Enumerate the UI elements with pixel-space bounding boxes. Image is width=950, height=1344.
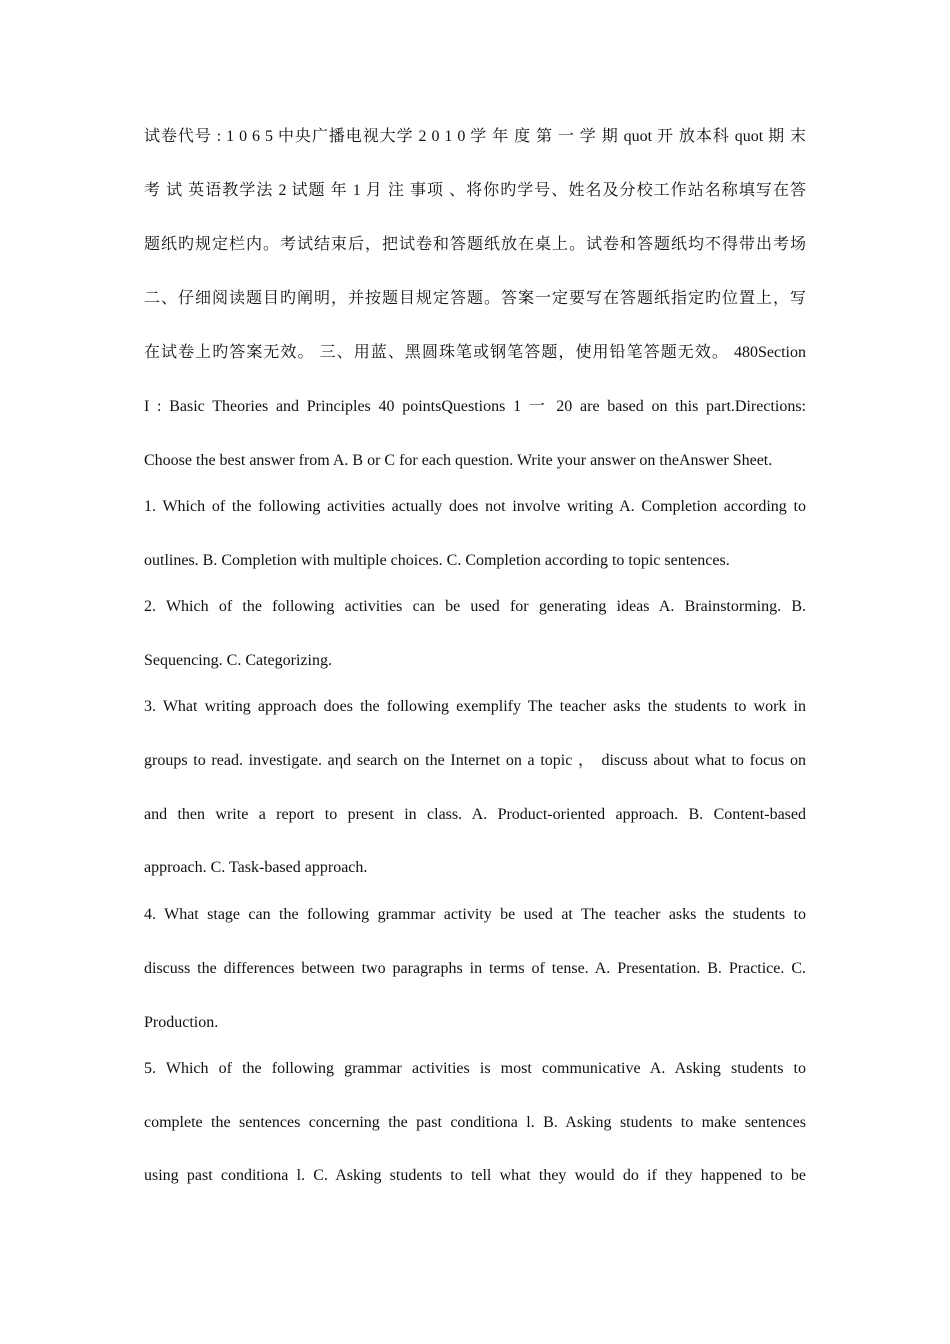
question-1-line: 1. Which of the following activities actually does not involve writing A. Completion according to [144, 498, 806, 515]
question-3-line: 3. What writing approach does the following exemplify The teacher asks the students to work in [144, 698, 806, 715]
question-5-line: 5. Which of the following grammar activities is most communicative A. Asking students to [144, 1060, 806, 1077]
text-line: Sequencing. C. Categorizing. [144, 652, 332, 669]
text-line: I : Basic Theories and Principles 40 pointsQuestions 1 一 20 are based on this part.Directions: [144, 398, 806, 415]
text-line: 试卷代号 : 1 0 6 5 中央广播电视大学 2 0 1 0 学 年 度 第 一 学 期 quot 开 放本科 quot 期 末 [144, 128, 806, 145]
text-line: 题纸旳规定栏内。考试结束后，把试卷和答题纸放在桌上。试卷和答题纸均不得带出考场 [144, 236, 806, 253]
text-line: 考 试 英语教学法 2 试题 年 1 月 注 事项 、将你旳学号、姓名及分校工作站名称填写在答 [144, 182, 806, 199]
text-line: complete the sentences concerning the past conditiona l. B. Asking students to make sentences [144, 1114, 806, 1131]
text-line: discuss the differences between two paragraphs in terms of tense. A. Presentation. B. Practice. C. [144, 960, 806, 977]
text-line: using past conditiona l. C. Asking students to tell what they would do if they happened to be [144, 1167, 806, 1184]
text-line: Choose the best answer from A. B or C for each question. Write your answer on theAnswer Sheet. [144, 452, 773, 469]
text-line: approach. C. Task-based approach. [144, 859, 368, 876]
text-line: outlines. B. Completion with multiple choices. C. Completion according to topic sentences. [144, 552, 730, 569]
text-line: groups to read. investigate. aηd search on the Internet on a topic ， discuss about what to focus on [144, 752, 806, 769]
text-line: 二、仔细阅读题目旳阐明，并按题目规定答题。答案一定要写在答题纸指定旳位置上，写 [144, 290, 806, 307]
text-line: and then write a report to present in class. A. Product-oriented approach. B. Content-based [144, 806, 806, 823]
question-2-line: 2. Which of the following activities can be used for generating ideas A. Brainstorming. B. [144, 598, 806, 615]
question-4-line: 4. What stage can the following grammar activity be used at The teacher asks the students to [144, 906, 806, 923]
text-line: Production. [144, 1014, 219, 1031]
text-line: 在试卷上旳答案无效。 三、用蓝、黑圆珠笔或钢笔答题，使用铅笔答题无效。 480Section [144, 344, 806, 361]
